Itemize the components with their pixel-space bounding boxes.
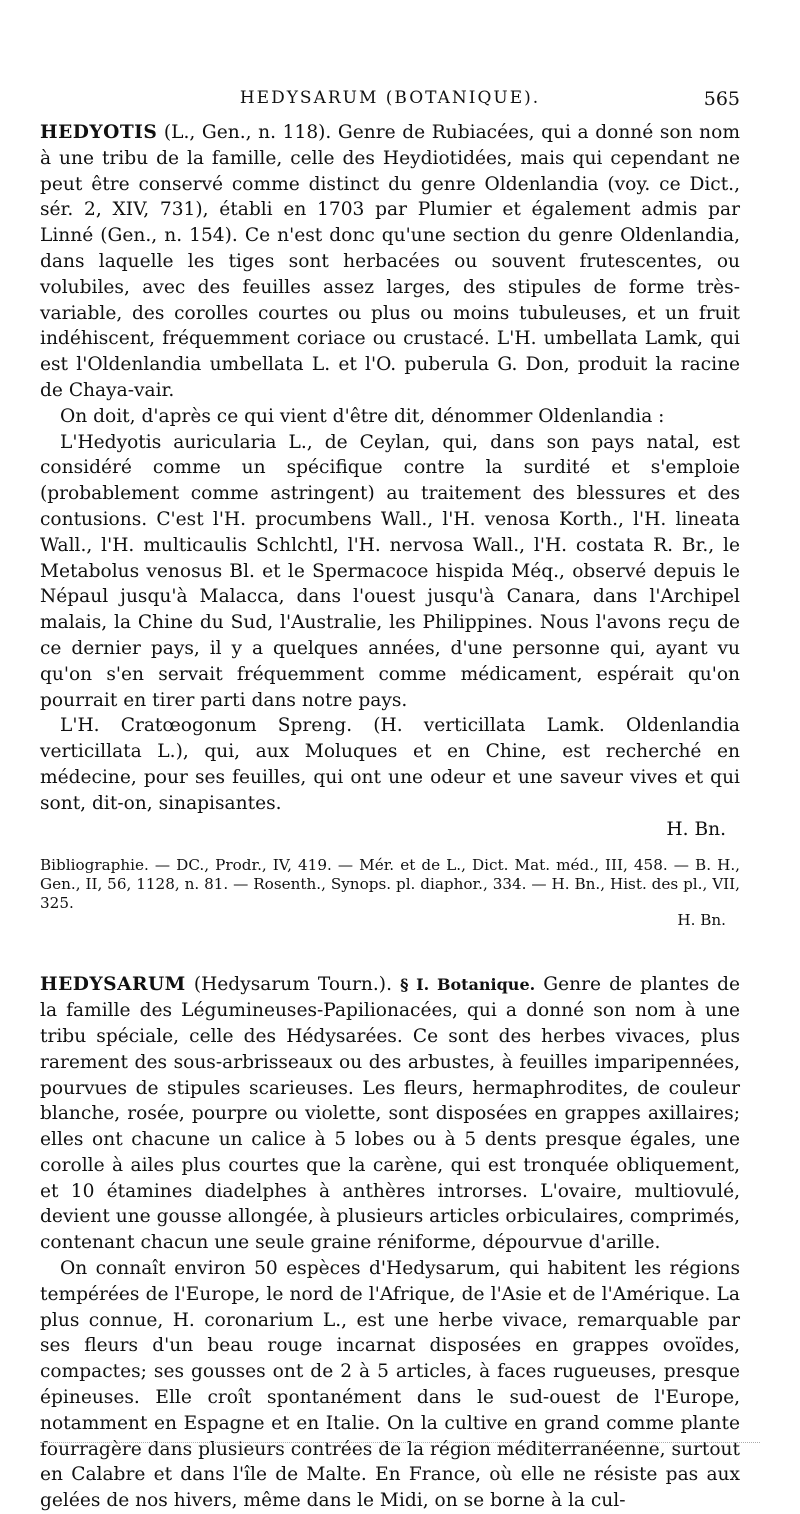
- entry-hedyotis: [40, 120, 740, 930]
- hedyotis-paragraph-2: On doit, d'après ce qui vient d'être dit, dénommer Oldenlandia :: [60, 405, 665, 427]
- hedysarum-paragraph-2: On connaît environ 50 espèces d'Hedysarum, qui habitent les régions tempérées de l'Europe, le nord de l'Afrique, de l'Asie et de l'Amérique. La plus connue, H. coronarium L., est une herbe vivace, remarquable par ses fleurs d'un beau rouge incarnat disposées en grappes ovoïdes, compactes; ses gousses ont de 2 à 5 articles, à faces rugueuses, presque épineuses. Elle croît spontanément dans le sud-ouest de l'Europe, notamment en Espagne et en Italie. On la cultive en grand comme plante fourragère dans plusieurs contrées de la région méditerranéenne, surtout en Calabre et dans l'île de Malte. En France, où elle ne résiste pas aux gelées de nos hivers, même dans le Midi, on se borne à la cul-: [40, 1258, 740, 1512]
- hedyotis-paragraph-3: L'Hedyotis auricularia L., de Ceylan, qui, dans son pays natal, est considéré comme un spécifique contre la surdité et s'emploie (probablement comme astringent) au traitement des blessures et des contusions. C'est l'H. procumbens Wall., l'H. venosa Korth., l'H. lineata Wall., l'H. multicaulis Schlchtl, l'H. nervosa Wall., l'H. costata R. Br., le Metabolus venosus Bl. et le Spermacoce hispida Méq., observé depuis le Népaul jusqu'à Malacca, dans l'ouest jusqu'à Canara, dans l'Archipel malais, la Chine du Sud, l'Australie, les Philippines. Nous l'avons reçu de ce dernier pays, il y a quelques années, d'une personne qui, ayant vu qu'on s'en servait fréquemment comme médicament, espérait qu'on pourrait en tirer parti dans notre pays.: [40, 431, 740, 711]
- entry-intro: (Hedysarum Tourn.).: [193, 974, 392, 996]
- running-head: HEDYSARUM (BOTANIQUE).: [239, 88, 541, 108]
- hedysarum-paragraph-1: [40, 972, 740, 1256]
- bibliography: [40, 856, 740, 930]
- bibliography-text: Bibliographie. — DC., Prodr., IV, 419. — Mér. et de L., Dict. Mat. méd., III, 458. — B. H., Gen., II, 56, 1128, n. 81. — Rosenth., Synops. pl. diaphor., 334. — H. Bn., Hist. des pl., VII, 325.: [40, 856, 740, 913]
- page-header: [40, 88, 740, 114]
- paragraph-text: Genre de plantes de la famille des Légumineuses-Papilionacées, qui a donné son nom à une tribu spéciale, celle des Hédysarées. Ce sont des herbes vivaces, plus rarement des sous-arbrisseaux ou des arbustes, à feuilles imparipennées, pourvues de stipules scarieuses. Les fleurs, hermaphrodites, de couleur blanche, rosée, pourpre ou violette, sont disposées en grappes axillaires; elles ont chacune un calice à 5 lobes ou à 5 dents presque égales, une corolle à ailes plus courtes que la carène, qui est tronquée obliquement, et 10 étamines diadelphes à anthères introrses. L'ovaire, multiovulé, devient une gousse allongée, à plusieurs articles orbiculaires, comprimés, contenant chacun une seule graine réniforme, dépourvue d'arille.: [40, 974, 740, 1254]
- hedyotis-paragraph-4: L'H. Cratœogonum Spreng. (H. verticillata Lamk. Oldenlandia verticillata L.), qui, aux Moluques et en Chine, est recherché en médecine, pour ses feuilles, qui ont une odeur et une saveur vives et qui sont, dit-on, sinapisantes.: [40, 715, 740, 814]
- entry-headword: HEDYOTIS: [40, 122, 158, 143]
- bibliography-signature: H. Bn.: [677, 911, 726, 930]
- page-number: 565: [703, 88, 740, 110]
- hedyotis-paragraph-1: [40, 120, 740, 404]
- page-body: [40, 120, 740, 1514]
- section-label: § I. Botanique.: [400, 975, 536, 995]
- paragraph-text: (L., Gen., n. 118). Genre de Rubiacées, qui a donné son nom à une tribu de la famille, celle des Heydiotidées, mais qui cependant ne peut être conservé comme distinct du genre Oldenlandia (voy. ce Dict., sér. 2, XIV, 731), établi en 1703 par Plumier et également admis par Linné (Gen., n. 154). Ce n'est donc qu'une section du genre Oldenlandia, dans laquelle les tiges sont herbacées ou souvent frutescentes, ou volubiles, avec des feuilles assez larges, des stipules de forme très-variable, des corolles courtes ou plus ou moins tubuleuses, et un fruit indéhiscent, fréquemment coriace ou crustacé. L'H. umbellata Lamk, qui est l'Oldenlandia umbellata L. et l'O. puberula G. Don, produit la racine de Chaya-vair.: [40, 122, 740, 401]
- entry-hedysarum: [40, 972, 740, 1514]
- entry-headword: HEDYSARUM: [40, 974, 186, 996]
- author-signature: H. Bn.: [666, 818, 726, 840]
- entry-separator: [40, 930, 740, 972]
- footer-rule: [40, 1442, 760, 1445]
